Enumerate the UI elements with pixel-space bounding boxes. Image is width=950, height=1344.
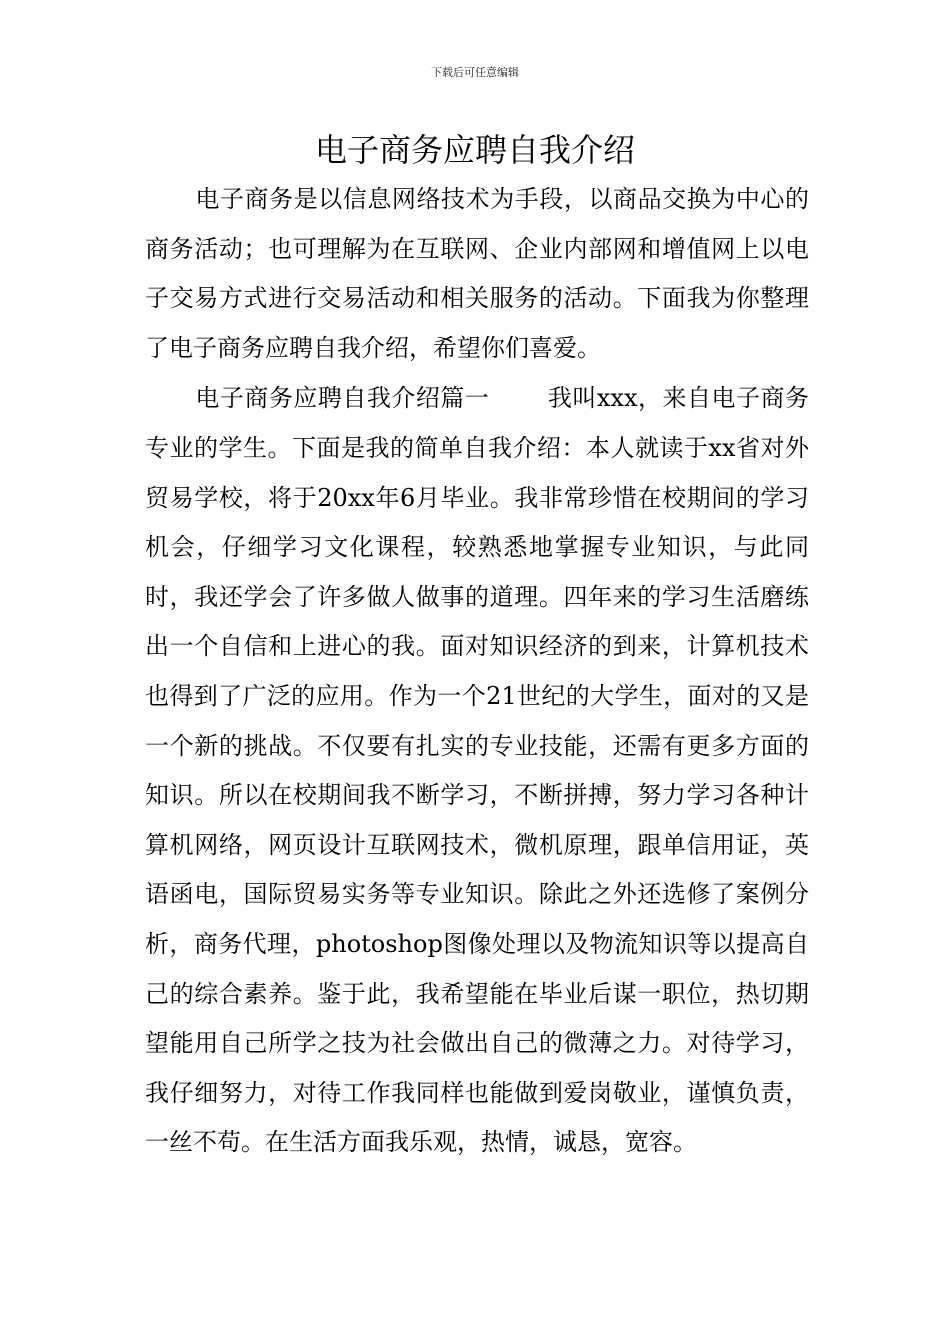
header-note: 下载后可任意编辑 xyxy=(431,66,519,79)
document-title: 电子商务应聘自我介绍 xyxy=(314,131,635,169)
section-paragraph xyxy=(145,374,809,1168)
intro-paragraph: 电子商务是以信息网络技术为手段，以商品交换为中心的商务活动；也可理解为在互联网、企业内部网和增值网上以电子交易方式进行交易活动和相关服务的活动。下面我为你整理了电子商务应聘自我介绍，希望你们喜爱。 xyxy=(145,185,809,362)
section-heading: 电子商务应聘自我介绍篇一 xyxy=(195,384,490,413)
section-body: 我叫xxx，来自电子商务专业的学生。下面是我的简单自我介绍：本人就读于xx省对外贸易学校，将于20xx年6月毕业。我非常珍惜在校期间的学习机会，仔细学习文化课程，较熟悉地掌握专业知识，与此同时，我还学会了许多做人做事的道理。四年来的学习生活磨练出一个自信和上进心的我。面对知识经济的到来，计算机技术也得到了广泛的应用。作为一个21世纪的大学生，面对的又是一个新的挑战。不仅要有扎实的专业技能，还需有更多方面的知识。所以在校期间我不断学习，不断拼搏，努力学习各种计算机网络，网页设计互联网技术，微机原理，跟单信用证，英语函电，国际贸易实务等专业知识。除此之外还选修了案例分析，商务代理，photoshop图像处理以及物流知识等以提高自己的综合素养。鉴于此，我希望能在毕业后谋一职位，热切期望能用自己所学之技为社会做出自己的微薄之力。对待学习，我仔细努力，对待工作我同样也能做到爱岗敬业，谨慎负责，一丝不苟。在生活方面我乐观，热情，诚恳，宽容。 xyxy=(145,384,809,1157)
document-body xyxy=(145,175,809,1168)
